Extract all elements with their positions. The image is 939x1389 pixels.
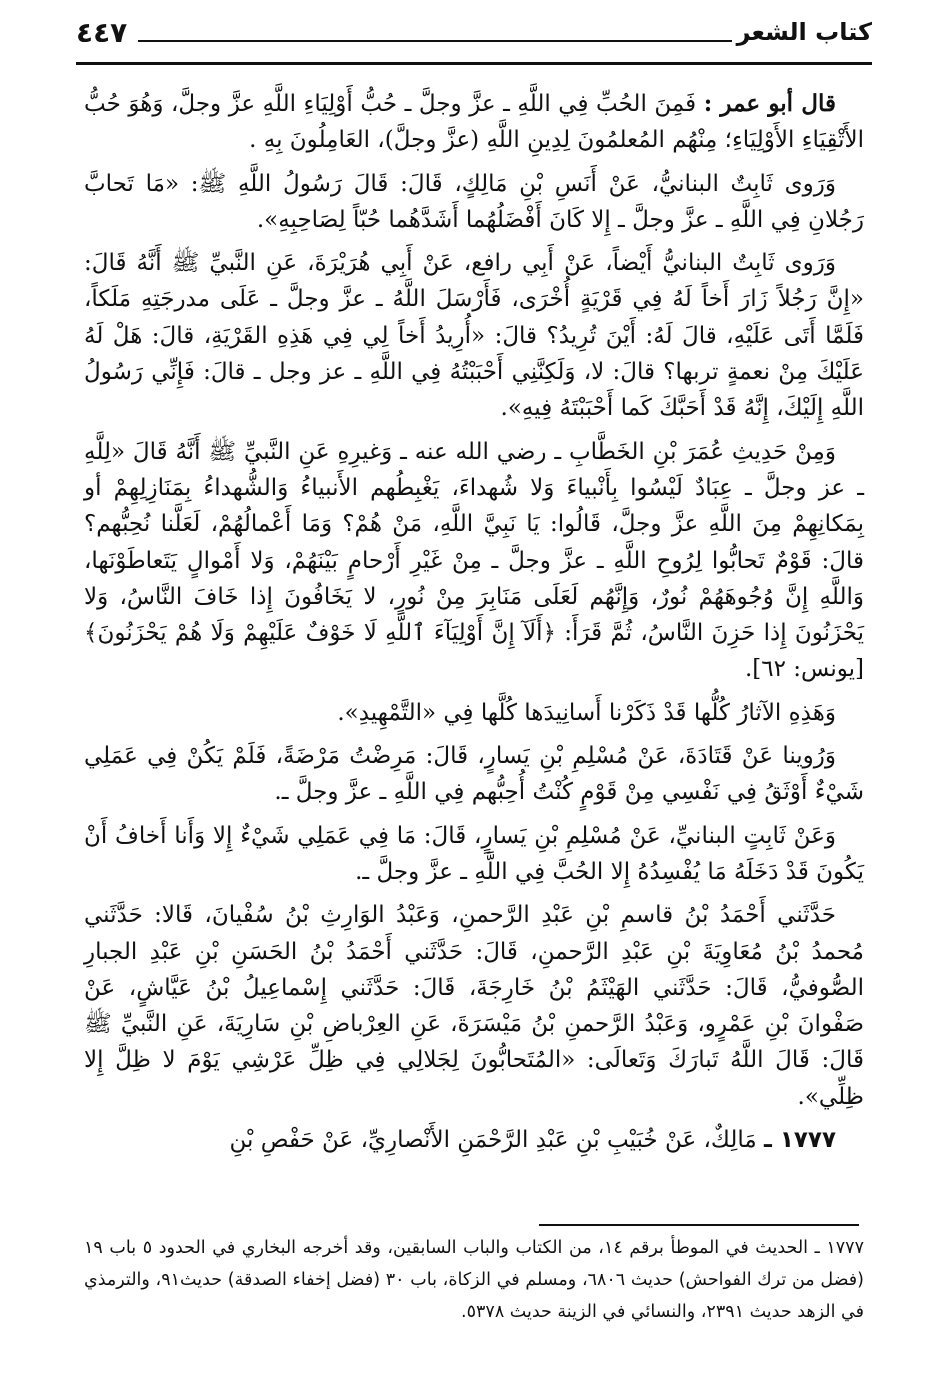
hadith-text: مَالِكٌ، عَنْ خُبَيْبِ بْنِ عَبْدِ الرَّحْمَنِ الأَنْصارِيِّ، عَنْ حَفْصِ بْنِ	[229, 1127, 764, 1154]
paragraph: حَدَّثَني أَحْمَدُ بْنُ قاسمِ بْنِ عَبْدِ الرَّحمنِ، وَعَبْدُ الوَارِثِ بْنُ سُفْيانَ، قَالا: حَدَّثَني مُحمدُ بْنُ مُعَاوِيَةَ بْنِ عَبْدِ الرَّحمنِ، قَالَ: حَدَّثَني أَحْمَدُ بْنُ الحَسَنِ بْنِ عَبْدِ الجبارِ الصُّوفيُّ، قَالَ: حَدَّثَني الهَيْثَمُ بْنُ خَارِجَةَ، قَالَ: حَدَّثَني إِسْماعِيلُ بْنُ عَيَّاشٍ، عَنْ صَفْوانَ بْنِ عَمْرٍو، وَعَبْدُ الرَّحمنِ بْنُ مَيْسَرَةَ، عَنِ العِرْباضِ بْنِ سَارِيَةَ، عَنِ النَّبيِّ ﷺ قَالَ: قَالَ اللَّهُ تَبارَكَ وَتَعالَى: «المُتَحابُّونَ لِجَلالِي فِي ظِلِّ عَرْشِي يَوْمَ لا ظِلَّ إِلا ظِلِّي».	[84, 902, 864, 1110]
paragraph	[84, 86, 864, 159]
running-header	[76, 14, 872, 58]
main-text	[84, 86, 864, 1165]
paragraph: وَرُوينا عَنْ قَتَادَةَ، عَنْ مُسْلِمِ بْنِ يَسارٍ، قَالَ: مَرِضْتُ مَرْضَةً، فَلَمْ يَكُنْ فِي عَمَلِي شَيْءٌ أَوْثَقُ فِي نَفْسِي مِنْ قَوْمٍ كُنْتُ أُحِبُّهم فِي اللَّهِ ـ عزَّ وجلَّ ـ.	[84, 743, 864, 806]
book-title: كتاب الشعر	[736, 18, 872, 46]
footnote-text: ١٧٧٧ ـ الحديث في الموطأ برقم ١٤، من الكتاب والباب السابقين، وقد أخرجه البخاري في الحدود ٥ باب ١٩ (فضل من ترك الفواحش) حديث ٦٨٠٦، ومسلم في الزكاة، باب ٣٠ (فضل إخفاء الصدقة) حديث٩١، والترمذي في الزهد حديث ٢٣٩١، والنسائي في الزينة حديث ٥٣٧٨.	[84, 1238, 864, 1322]
footnote	[84, 1232, 864, 1328]
paragraph: وَرَوى ثَابِتٌ البنانيُّ أَيْضاً، عَنْ أَبِي رافع، عَنْ أَبِي هُرَيْرَةَ، عَنِ النَّبيِّ ﷺ أَنَّهُ قَالَ: «إِنَّ رَجُلاً زَارَ أَخاً لَهُ فِي قَرْيَةٍ أُخْرَى، فَأَرْسَلَ اللَّهُ ـ عزَّ وجلَّ ـ عَلَى مدرجَتِهِ مَلَكاً، فَلَمَّا أَتَى عَلَيْهِ، قالَ لَهُ: أَيْنَ تُرِيدُ؟ قالَ: «أُرِيدُ أَخاً لِي فِي هَذِهِ القَرْيَةِ، قالَ: هَلْ لَهُ عَلَيْكَ مِنْ نعمةٍ تربها؟ قالَ: لا، وَلَكِنَّنِي أَحْبَبْتُهُ فِي اللَّهِ ـ عز وجل ـ قالَ: فَإِنِّي رَسُولُ اللَّهِ إِلَيْكَ، إِنَّهُ قَدْ أَحَبَّكَ كَما أَحْبَبْتَهُ فِيهِ».	[84, 250, 864, 422]
hadith-entry	[84, 1122, 864, 1158]
paragraph: وَعَنْ ثَابِتٍ البنانيِّ، عَنْ مُسْلِمِ بْنِ يَسارٍ، قَالَ: مَا فِي عَمَلِي شَيْءٌ إِلا وَأَنا أَخافُ أَنْ يَكُونَ قَدْ دَخَلَهُ مَا يُفْسِدُهُ إِلا الحُبَّ فِي اللَّهِ ـ عزَّ وجلَّ ـ.	[84, 822, 864, 885]
paragraph: وَرَوى ثَابِتٌ البنانيُّ، عَنْ أَنَسِ بْنِ مَالِكٍ، قَالَ: قَالَ رَسُولُ اللَّهِ ﷺ: «مَا تَحابَّ رَجُلانِ فِي اللَّهِ ـ عزَّ وجلَّ ـ إِلا كَانَ أَفْضَلُهُما أَشَدَّهُما حُبّاً لِصَاحِبِهِ».	[84, 170, 864, 233]
header-divider	[76, 62, 872, 65]
footnote-rule	[539, 1224, 859, 1226]
paragraph-text: فَمِنَ الحُبِّ فِي اللَّهِ ـ عزَّ وجلَّ ـ حُبُّ أَوْلِيَاءِ اللَّهِ عزَّ وجلَّ، وَهُوَ حُبُّ الأَتْقِيَاءِ الأَوْلِيَاءِ؛ مِنْهُم المُعلمُونَ لِدِينِ اللَّهِ (عزَّ وجلَّ)، العَامِلُونَ بِهِ .	[84, 91, 864, 154]
paragraph: وَمِنْ حَدِيثِ عُمَرَ بْنِ الخَطَّابِ ـ رضي الله عنه ـ وَغيرِهِ عَنِ النَّبيِّ ﷺ أَنَّهُ قَالَ «لِلَّهِ ـ عز وجلَّ ـ عِبَادٌ لَيْسُوا بِأَنْبياءَ وَلا شُهداءَ، يَغْبِطُهم الأَنبياءُ وَالشُّهداءُ بِمَنَازِلِهِمْ أو بِمَكانِهِمْ مِنَ اللَّهِ عزَّ وجلَّ، قَالُوا: يَا نَبِيَّ اللَّهِ، مَنْ هُمْ؟ وَمَا أَعْمالُهُمْ، لَعَلَّنا نُحِبُّهم؟ قالَ: قَوْمٌ تَحابُّوا لِرُوحِ اللَّهِ ـ عزَّ وجلَّ ـ مِنْ غَيْرِ أَرْحامٍ بَيْنَهُمْ، وَلا أَمْوالٍ يَتَعاطَوْنَها، وَاللَّهِ إِنَّ وُجُوهَهُمْ نُورٌ، وَإِنَّهُم لَعَلَى مَنَابِرَ مِنْ نُورٍ، لا يَخَافُونَ إِذا خَافَ النَّاسُ، وَلا يَحْزَنُونَ إِذا حَزِنَ النَّاسُ، ثُمَّ قَرَأَ: ﴿أَلَآ إِنَّ أَوْلِيَآءَ ٱللَّهِ لَا خَوْفٌ عَلَيْهِمْ وَلَا هُمْ يَحْزَنُونَ﴾ [يونس: ٦٢].	[84, 438, 864, 683]
paragraph: وَهَذِهِ الآثارُ كُلُّها قَدْ ذَكَرْنا أَسانِيدَها كُلَّها فِي «التَّمْهِيدِ».	[337, 699, 836, 726]
hadith-number: ١٧٧٧ ـ	[763, 1127, 836, 1154]
page-number: ٤٤٧	[76, 16, 128, 49]
paragraph-lead: قال أبو عمر :	[703, 90, 836, 117]
header-rule	[138, 40, 732, 42]
